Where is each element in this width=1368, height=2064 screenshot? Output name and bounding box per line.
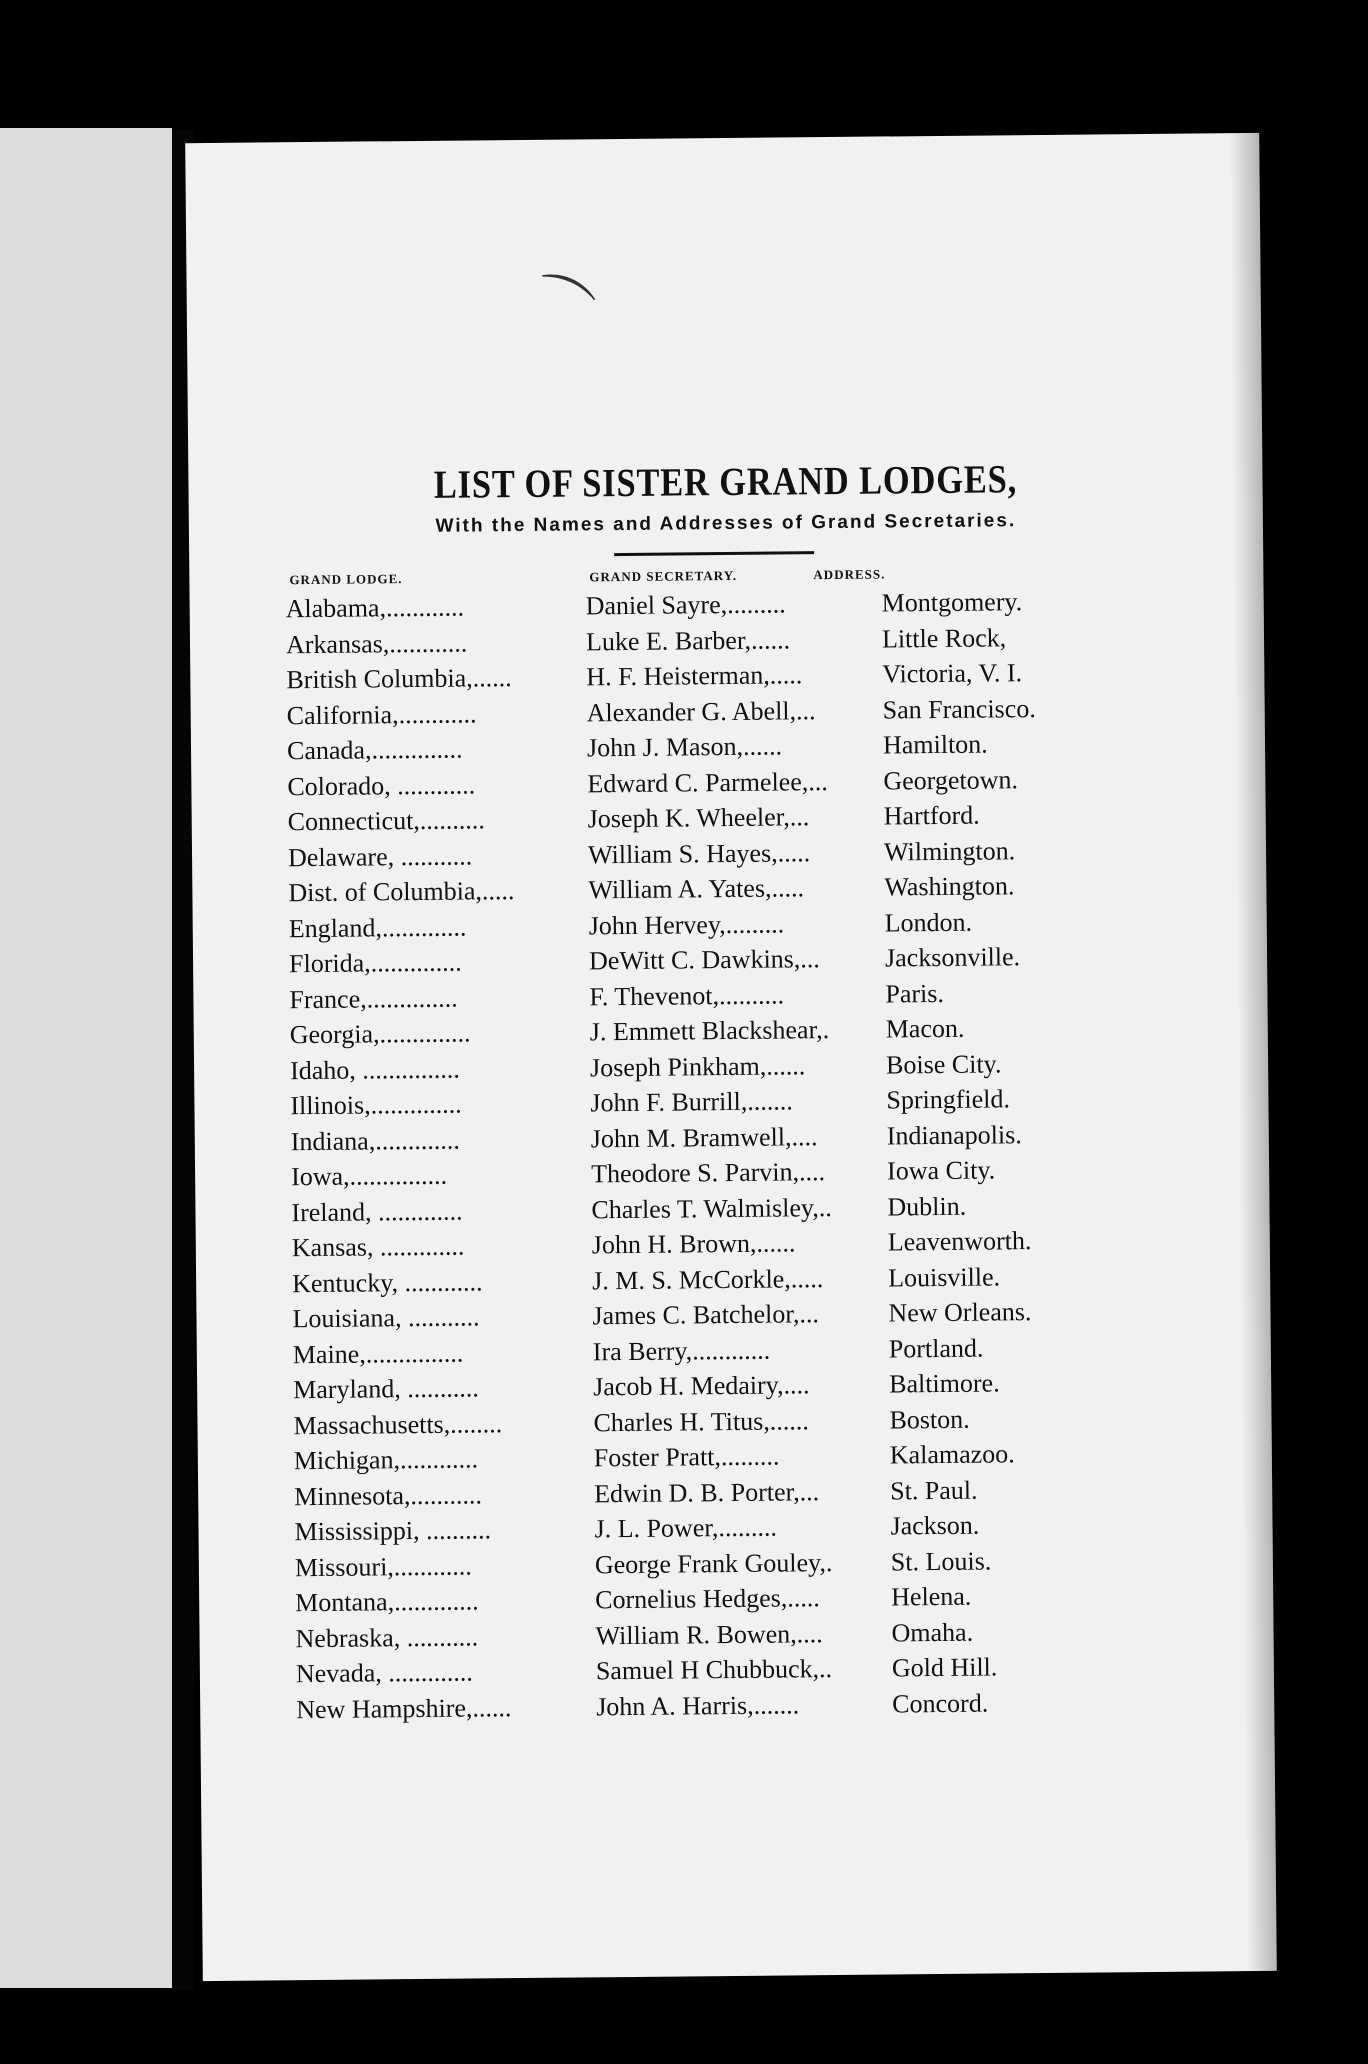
grand-lodge-cell: Canada,.............. bbox=[286, 734, 463, 766]
grand-secretary-cell: Samuel H Chubbuck,.. bbox=[595, 1654, 833, 1686]
address-cell: Springfield. bbox=[886, 1084, 1011, 1115]
address-cell: New Orleans. bbox=[888, 1297, 1032, 1328]
grand-lodge-cell: Delaware, ........... bbox=[287, 840, 473, 872]
grand-lodge-cell: Iowa,............... bbox=[290, 1160, 448, 1192]
grand-secretary-cell: John F. Burrill,....... bbox=[590, 1086, 793, 1118]
grand-lodge-cell: Ireland, ............. bbox=[291, 1196, 463, 1227]
grand-lodge-cell: Maine,............... bbox=[292, 1338, 464, 1369]
address-cell: Omaha. bbox=[891, 1617, 974, 1647]
address-cell: Boston. bbox=[889, 1404, 970, 1434]
grand-secretary-cell: DeWitt C. Dawkins,... bbox=[588, 944, 820, 976]
grand-lodge-cell: France,.............. bbox=[289, 983, 458, 1014]
address-cell: Leavenworth. bbox=[887, 1226, 1032, 1257]
grand-lodge-cell: California,............ bbox=[286, 698, 477, 730]
grand-lodge-cell: Connecticut,.......... bbox=[287, 805, 485, 837]
grand-secretary-cell: Cornelius Hedges,..... bbox=[595, 1583, 820, 1615]
grand-lodge-cell: Louisiana, ........... bbox=[292, 1302, 480, 1334]
grand-secretary-cell: J. L. Power,......... bbox=[594, 1512, 778, 1544]
address-cell: Kalamazoo. bbox=[889, 1439, 1015, 1470]
grand-secretary-cell: Daniel Sayre,......... bbox=[585, 589, 786, 621]
address-cell: Helena. bbox=[891, 1581, 972, 1612]
grand-lodge-cell: Nebraska, ........... bbox=[295, 1621, 479, 1653]
header-grand-lodge: GRAND LODGE. bbox=[289, 571, 403, 588]
address-cell: Georgetown. bbox=[883, 764, 1019, 796]
grand-lodge-cell: Minnesota,........... bbox=[294, 1479, 483, 1511]
grand-secretary-cell: Edward C. Parmelee,... bbox=[587, 766, 828, 798]
grand-secretary-cell: J. Emmett Blackshear,. bbox=[589, 1015, 830, 1047]
table-row bbox=[296, 1686, 1216, 1730]
grand-secretary-cell: Charles T. Walmisley,.. bbox=[591, 1192, 832, 1224]
grand-lodge-cell: England,............. bbox=[288, 912, 467, 943]
address-cell: Indianapolis. bbox=[886, 1119, 1022, 1151]
grand-secretary-cell: Foster Pratt,......... bbox=[593, 1441, 780, 1473]
grand-secretary-cell: Charles H. Titus,...... bbox=[593, 1405, 809, 1437]
grand-secretary-cell: Edwin D. B. Porter,... bbox=[594, 1476, 820, 1508]
address-cell: Paris. bbox=[885, 978, 945, 1009]
grand-lodge-cell: Nevada, ............. bbox=[295, 1657, 473, 1689]
address-cell: Louisville. bbox=[887, 1261, 1001, 1293]
grand-lodge-cell: Indiana,............. bbox=[290, 1125, 460, 1156]
address-cell: Wilmington. bbox=[883, 835, 1016, 867]
grand-secretary-cell: George Frank Gouley,. bbox=[594, 1547, 833, 1579]
grand-lodge-cell: Florida,.............. bbox=[288, 947, 462, 979]
page-subtitle: With the Names and Addresses of Grand Secretaries. bbox=[435, 510, 1017, 537]
address-cell: Portland. bbox=[888, 1333, 984, 1363]
grand-lodge-cell: Michigan,............ bbox=[293, 1444, 479, 1476]
grand-lodge-cell: Georgia,.............. bbox=[289, 1018, 471, 1050]
grand-secretary-cell: John H. Brown,...... bbox=[591, 1228, 796, 1260]
address-cell: Dublin. bbox=[887, 1191, 967, 1222]
address-cell: Little Rock, bbox=[881, 622, 1007, 654]
ink-mark-decoration: ⌒ bbox=[518, 264, 601, 350]
title-rule bbox=[614, 551, 814, 556]
grand-lodge-cell: Illinois,.............. bbox=[290, 1089, 462, 1121]
grand-secretary-cell: F. Thevenot,.......... bbox=[589, 979, 785, 1011]
address-cell: Macon. bbox=[885, 1013, 965, 1044]
grand-secretary-cell: Theodore S. Parvin,.... bbox=[590, 1157, 826, 1189]
address-cell: Victoria, V. I. bbox=[882, 658, 1023, 689]
lodge-list bbox=[286, 585, 1217, 1730]
grand-lodge-cell: Massachusetts,........ bbox=[293, 1408, 503, 1440]
grand-lodge-cell: Arkansas,............ bbox=[285, 628, 468, 659]
grand-lodge-cell: Idaho, ............... bbox=[289, 1054, 460, 1085]
address-cell: Jacksonville. bbox=[884, 942, 1021, 973]
grand-secretary-cell: J. M. S. McCorkle,..... bbox=[591, 1263, 824, 1295]
grand-lodge-cell: Mississippi, .......... bbox=[294, 1515, 492, 1547]
address-cell: San Francisco. bbox=[882, 693, 1036, 725]
top-border bbox=[0, 0, 1368, 128]
grand-secretary-cell: Luke E. Barber,...... bbox=[585, 624, 791, 656]
grand-secretary-cell: Ira Berry,............ bbox=[592, 1335, 771, 1366]
grand-secretary-cell: William A. Yates,..... bbox=[588, 873, 805, 905]
address-cell: Gold Hill. bbox=[891, 1652, 998, 1683]
grand-lodge-cell: Montana,............. bbox=[295, 1586, 479, 1618]
grand-lodge-cell: New Hampshire,...... bbox=[296, 1692, 512, 1724]
grand-secretary-cell: William S. Hayes,..... bbox=[587, 837, 811, 869]
grand-secretary-cell: John A. Harris,....... bbox=[596, 1689, 800, 1721]
grand-lodge-cell: Alabama,............ bbox=[285, 592, 465, 624]
grand-secretary-cell: Joseph K. Wheeler,... bbox=[587, 802, 810, 834]
header-grand-secretary: GRAND SECRETARY. bbox=[589, 567, 738, 585]
grand-lodge-cell: Maryland, ........... bbox=[293, 1373, 479, 1405]
address-cell: London. bbox=[884, 907, 973, 938]
grand-secretary-cell: William R. Bowen,.... bbox=[595, 1618, 823, 1650]
grand-secretary-cell: Joseph Pinkham,...... bbox=[589, 1050, 806, 1082]
grand-lodge-cell: Colorado, ............ bbox=[287, 769, 476, 801]
grand-lodge-cell: Dist. of Columbia,..... bbox=[288, 876, 515, 908]
grand-lodge-cell: Kansas, ............. bbox=[291, 1231, 465, 1263]
grand-secretary-cell: H. F. Heisterman,..... bbox=[586, 660, 803, 692]
address-cell: Baltimore. bbox=[889, 1368, 1000, 1399]
header-address: ADDRESS. bbox=[813, 566, 886, 583]
address-cell: St. Louis. bbox=[890, 1546, 992, 1576]
page-title: LIST OF SISTER GRAND LODGES, bbox=[433, 456, 1018, 507]
address-cell: Boise City. bbox=[885, 1048, 1002, 1080]
grand-secretary-cell: Alexander G. Abell,... bbox=[586, 695, 816, 727]
grand-secretary-cell: John J. Mason,...... bbox=[586, 731, 783, 763]
address-cell: Hartford. bbox=[883, 800, 980, 831]
left-page-edge bbox=[0, 128, 172, 1988]
grand-secretary-cell: Jacob H. Medairy,.... bbox=[593, 1370, 810, 1402]
address-cell: Montgomery. bbox=[881, 587, 1023, 618]
address-cell: Jackson. bbox=[890, 1510, 980, 1541]
address-cell: Iowa City. bbox=[886, 1155, 996, 1186]
address-cell: Concord. bbox=[892, 1688, 989, 1718]
address-cell: Washington. bbox=[884, 871, 1015, 902]
address-cell: St. Paul. bbox=[890, 1475, 978, 1505]
grand-lodge-cell: Missouri,............ bbox=[294, 1551, 472, 1582]
grand-lodge-cell: Kentucky, ............ bbox=[292, 1266, 483, 1298]
grand-lodge-cell: British Columbia,...... bbox=[286, 663, 512, 695]
address-cell: Hamilton. bbox=[882, 729, 988, 760]
book-page bbox=[185, 133, 1277, 1981]
grand-secretary-cell: James C. Batchelor,... bbox=[592, 1299, 820, 1331]
grand-secretary-cell: John M. Bramwell,.... bbox=[590, 1121, 818, 1153]
grand-secretary-cell: John Hervey,......... bbox=[588, 908, 785, 940]
